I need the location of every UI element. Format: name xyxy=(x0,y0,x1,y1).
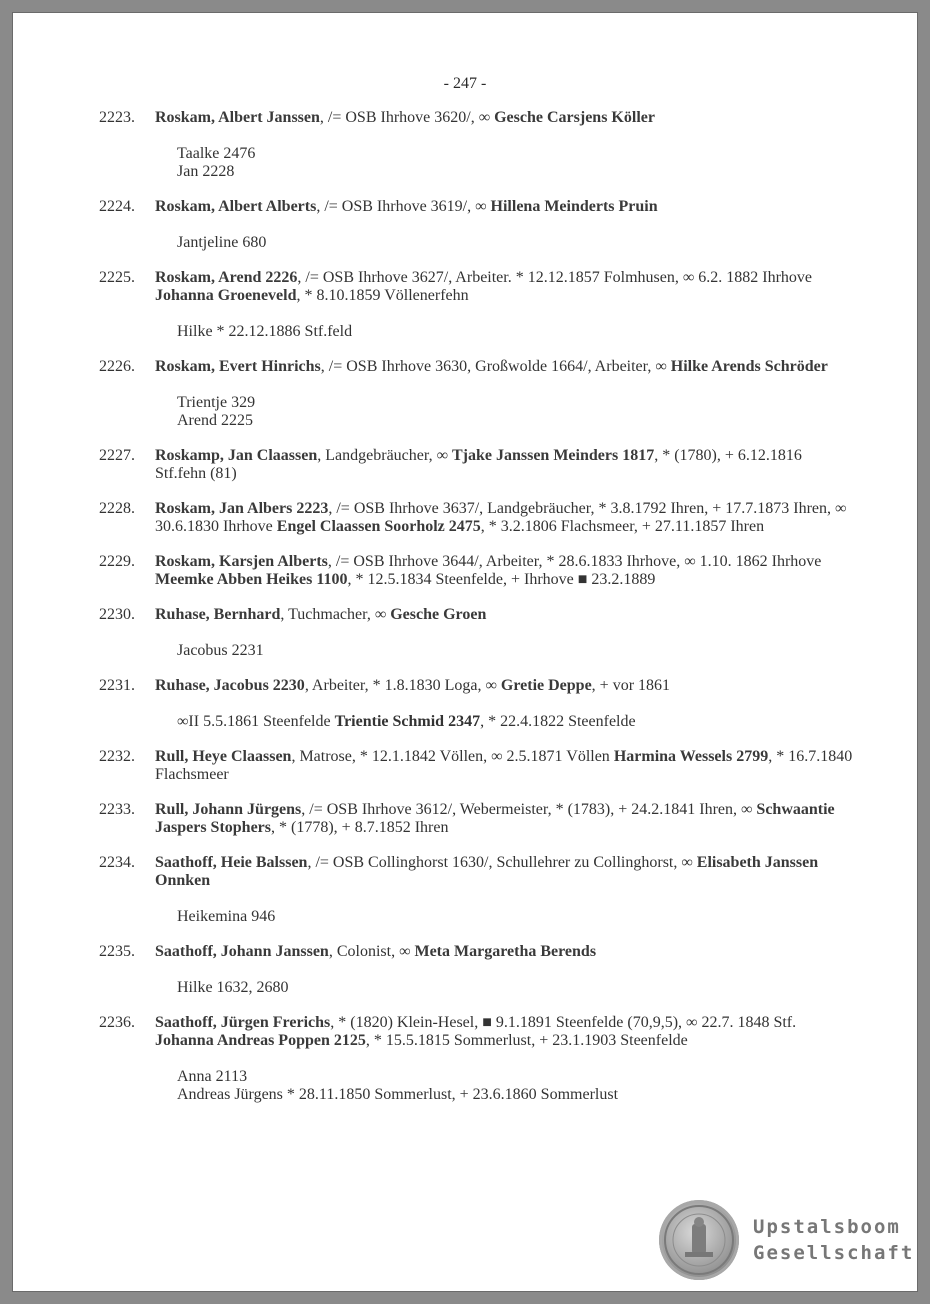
entry-number: 2232. xyxy=(99,748,135,765)
entry-2225 xyxy=(13,269,917,341)
entry-list xyxy=(13,109,917,1104)
children-list xyxy=(177,713,917,731)
children-list xyxy=(177,908,917,926)
entry-2229 xyxy=(13,553,917,589)
child-line: Anna 2113 xyxy=(177,1068,248,1085)
entry-heading xyxy=(13,500,917,536)
logo-line2: Gesellschaft xyxy=(753,1242,915,1264)
entry-text: Roskamp, Jan Claassen, Landgebräucher, ∞ Tjake Janssen Meinders 1817, * (1780), + 6.12.1816 Stf.fehn (81) xyxy=(155,447,802,482)
entry-text: Roskam, Arend 2226, /= OSB Ihrhove 3627/, Arbeiter. * 12.12.1857 Folmhusen, ∞ 6.2. 1882 Ihrhove Johanna Groeneveld, * 8.10.1859 Völlenerfehn xyxy=(155,269,813,304)
entry-number: 2228. xyxy=(99,500,135,517)
child-line: Andreas Jürgens * 28.11.1850 Sommerlust, + 23.6.1860 Sommerlust xyxy=(177,1086,619,1103)
children-list xyxy=(177,642,917,660)
entry-text: Saathoff, Heie Balssen, /= OSB Collinghorst 1630/, Schullehrer zu Collinghorst, ∞ Elisabeth Janssen Onnken xyxy=(155,854,819,889)
child-line: Taalke 2476 xyxy=(177,145,256,162)
entry-text: Ruhase, Jacobus 2230, Arbeiter, * 1.8.1830 Loga, ∞ Gretie Deppe, + vor 1861 xyxy=(155,677,671,694)
entry-heading xyxy=(13,269,917,305)
child-line: Hilke 1632, 2680 xyxy=(177,979,289,996)
entry-text: Roskam, Albert Janssen, /= OSB Ihrhove 3620/, ∞ Gesche Carsjens Köller xyxy=(155,109,655,126)
seal-icon xyxy=(659,1200,739,1280)
entry-text: Ruhase, Bernhard, Tuchmacher, ∞ Gesche Groen xyxy=(155,606,487,623)
children-list xyxy=(177,323,917,341)
entry-2233 xyxy=(13,801,917,837)
page-number: - 247 - xyxy=(443,75,487,92)
entry-number: 2236. xyxy=(99,1014,135,1031)
entry-2226 xyxy=(13,358,917,430)
entry-text: Rull, Johann Jürgens, /= OSB Ihrhove 3612/, Webermeister, * (1783), + 24.2.1841 Ihren, ∞ Schwaantie Jaspers Stophers, * (1778), + 8.7.1852 Ihren xyxy=(155,801,835,836)
logo-line1: Upstalsboom xyxy=(753,1216,901,1238)
entry-number: 2223. xyxy=(99,109,135,126)
entry-heading xyxy=(13,198,917,216)
child-line: Jan 2228 xyxy=(177,163,235,180)
entry-text: Saathoff, Jürgen Frerichs, * (1820) Klein-Hesel, ■ 9.1.1891 Steenfelde (70,9,5), ∞ 22.7. 1848 Stf. Johanna Andreas Poppen 2125, * 15.5.1815 Sommerlust, + 23.1.1903 Steenfelde xyxy=(155,1014,797,1049)
entry-heading xyxy=(13,677,917,695)
logo-text xyxy=(753,1214,914,1266)
entry-number: 2227. xyxy=(99,447,135,464)
entry-text: Roskam, Jan Albers 2223, /= OSB Ihrhove 3637/, Landgebräucher, * 3.8.1792 Ihren, + 17.7.1873 Ihren, ∞ 30.6.1830 Ihrhove Engel Claassen Soorholz 2475, * 3.2.1806 Flachsmeer, + 27.11.1857 Ihren xyxy=(155,500,847,535)
entry-2223 xyxy=(13,109,917,181)
entry-text: Roskam, Albert Alberts, /= OSB Ihrhove 3619/, ∞ Hillena Meinderts Pruin xyxy=(155,198,658,215)
entry-heading xyxy=(13,606,917,624)
entry-number: 2224. xyxy=(99,198,135,215)
entry-2224 xyxy=(13,198,917,252)
children-list xyxy=(177,234,917,252)
document-page xyxy=(13,13,917,1291)
entry-heading xyxy=(13,109,917,127)
children-list xyxy=(177,394,917,430)
entry-heading xyxy=(13,748,917,784)
entry-number: 2229. xyxy=(99,553,135,570)
entry-heading xyxy=(13,801,917,837)
entry-2231 xyxy=(13,677,917,731)
child-line: Arend 2225 xyxy=(177,412,253,429)
entry-2234 xyxy=(13,854,917,926)
child-line: Trientje 329 xyxy=(177,394,256,411)
entry-number: 2234. xyxy=(99,854,135,871)
child-line: Jantjeline 680 xyxy=(177,234,267,251)
entry-number: 2231. xyxy=(99,677,135,694)
child-line: Hilke * 22.12.1886 Stf.feld xyxy=(177,323,353,340)
upstalsboom-logo xyxy=(659,1200,915,1280)
children-list xyxy=(177,1068,917,1104)
children-list xyxy=(177,145,917,181)
entry-heading xyxy=(13,943,917,961)
entry-heading xyxy=(13,447,917,483)
children-list xyxy=(177,979,917,997)
entry-text: Roskam, Evert Hinrichs, /= OSB Ihrhove 3630, Großwolde 1664/, Arbeiter, ∞ Hilke Arends Schröder xyxy=(155,358,828,375)
entry-number: 2230. xyxy=(99,606,135,623)
entry-heading xyxy=(13,1014,917,1050)
entry-heading xyxy=(13,553,917,589)
child-line: ∞II 5.5.1861 Steenfelde Trientie Schmid 2347, * 22.4.1822 Steenfelde xyxy=(177,713,636,730)
entry-2230 xyxy=(13,606,917,660)
child-line: Jacobus 2231 xyxy=(177,642,264,659)
child-line: Heikemina 946 xyxy=(177,908,276,925)
entry-heading xyxy=(13,854,917,890)
entry-2235 xyxy=(13,943,917,997)
entry-number: 2225. xyxy=(99,269,135,286)
entry-text: Rull, Heye Claassen, Matrose, * 12.1.1842 Völlen, ∞ 2.5.1871 Völlen Harmina Wessels 2799, * 16.7.1840 Flachsmeer xyxy=(155,748,853,783)
entry-heading xyxy=(13,358,917,376)
entry-2236 xyxy=(13,1014,917,1104)
entry-2227 xyxy=(13,447,917,483)
entry-text: Roskam, Karsjen Alberts, /= OSB Ihrhove 3644/, Arbeiter, * 28.6.1833 Ihrhove, ∞ 1.10. 1862 Ihrhove Meemke Abben Heikes 1100, * 12.5.1834 Steenfelde, + Ihrhove ■ 23.2.1889 xyxy=(155,553,822,588)
entry-number: 2226. xyxy=(99,358,135,375)
entry-2228 xyxy=(13,500,917,536)
entry-number: 2233. xyxy=(99,801,135,818)
entry-2232 xyxy=(13,748,917,784)
entry-text: Saathoff, Johann Janssen, Colonist, ∞ Meta Margaretha Berends xyxy=(155,943,597,960)
entry-number: 2235. xyxy=(99,943,135,960)
